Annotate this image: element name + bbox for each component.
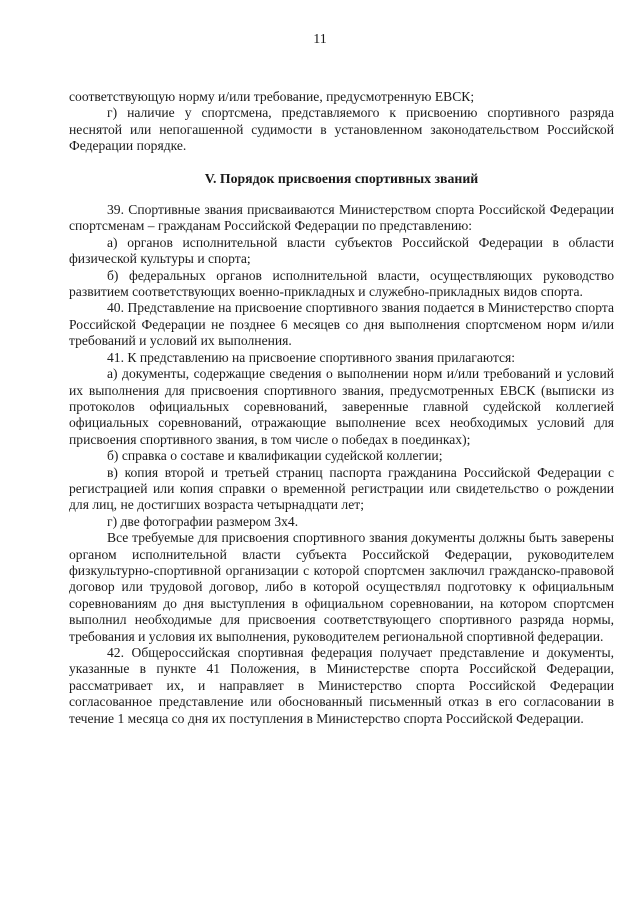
paragraph-41-documents: Все требуемые для присвоения спортивного звания документы должны быть заверены органом исполнительной власти субъекта Российской Федерации, руководителем физкультурно-спортивной организации с которой спортсмен заключил гражданско-правовой договор или трудовой договор, либо в которой осуществлял подготовку к официальным соревнованиям до дня выступления в официальном соревновании, на котором спортсмен выполнил необходимые для присвоения соответствующего спортивного разряда нормы, требования и условия их выполнения, руководителем региональной спортивной федерации.	[69, 530, 614, 644]
paragraph-41-g: г) две фотографии размером 3х4.	[107, 513, 299, 529]
paragraph-41-a: а) документы, содержащие сведения о выполнении норм и/или требований и условий их выполнения для присвоения спортивного звания, предусмотренных ЕВСК (выписки из протоколов официальных соревнований, заверенные главной судейской коллегией официальных соревнований, отражающие выполнение всех необходимых условий для присвоения спортивного звания, в том числе о победах в поединках);	[69, 366, 614, 447]
paragraph-41-b: б) справка о составе и квалификации судейской коллегии;	[107, 448, 443, 464]
paragraph-39-a: а) органов исполнительной власти субъектов Российской Федерации в области физической культуры и спорта;	[69, 234, 614, 267]
paragraph-39-b: б) федеральных органов исполнительной власти, осуществляющих руководство развитием соответствующих военно-прикладных и служебно-прикладных видов спорта.	[69, 267, 614, 300]
paragraph-42: 42. Общероссийская спортивная федерация получает представление и документы, указанные в пункте 41 Положения, в Министерстве спорта Российской Федерации, рассматривает их, и направляет в Министерство спорта Российской Федерации согласованное представление или обоснованный письменный отказ в его согласовании в течение 1 месяца со дня их поступления в Министерство спорта Российской Федерации.	[69, 645, 614, 726]
document-body	[69, 89, 614, 727]
paragraph-39: 39. Спортивные звания присваиваются Министерством спорта Российской Федерации спортсменам – гражданам Российской Федерации по представлению:	[69, 202, 614, 234]
section-heading: V. Порядок присвоения спортивных званий	[204, 170, 479, 186]
paragraph-item-g: г) наличие у спортсмена, представляемого к присвоению спортивного разряда неснятой или непогашенной судимости в установленном законодательством Российской Федерации порядке.	[69, 105, 614, 154]
paragraph-41-v: в) копия второй и третьей страниц паспорта гражданина Российской Федерации с регистрацией или копия справки о временной регистрации или свидетельство о рождении для лиц, не достигших возраста четырнадцати лет;	[69, 464, 614, 513]
page-number: 11	[313, 32, 327, 47]
paragraph-continuation: соответствующую норму и/или требование, предусмотренную ЕВСК;	[69, 89, 475, 104]
paragraph-41: 41. К представлению на присвоение спортивного звания прилагаются:	[107, 349, 516, 365]
paragraph-40: 40. Представление на присвоение спортивного звания подается в Министерство спорта Российской Федерации не позднее 6 месяцев со дня выполнения спортсменом норм и/или требований и условий их выполнения.	[69, 300, 614, 349]
